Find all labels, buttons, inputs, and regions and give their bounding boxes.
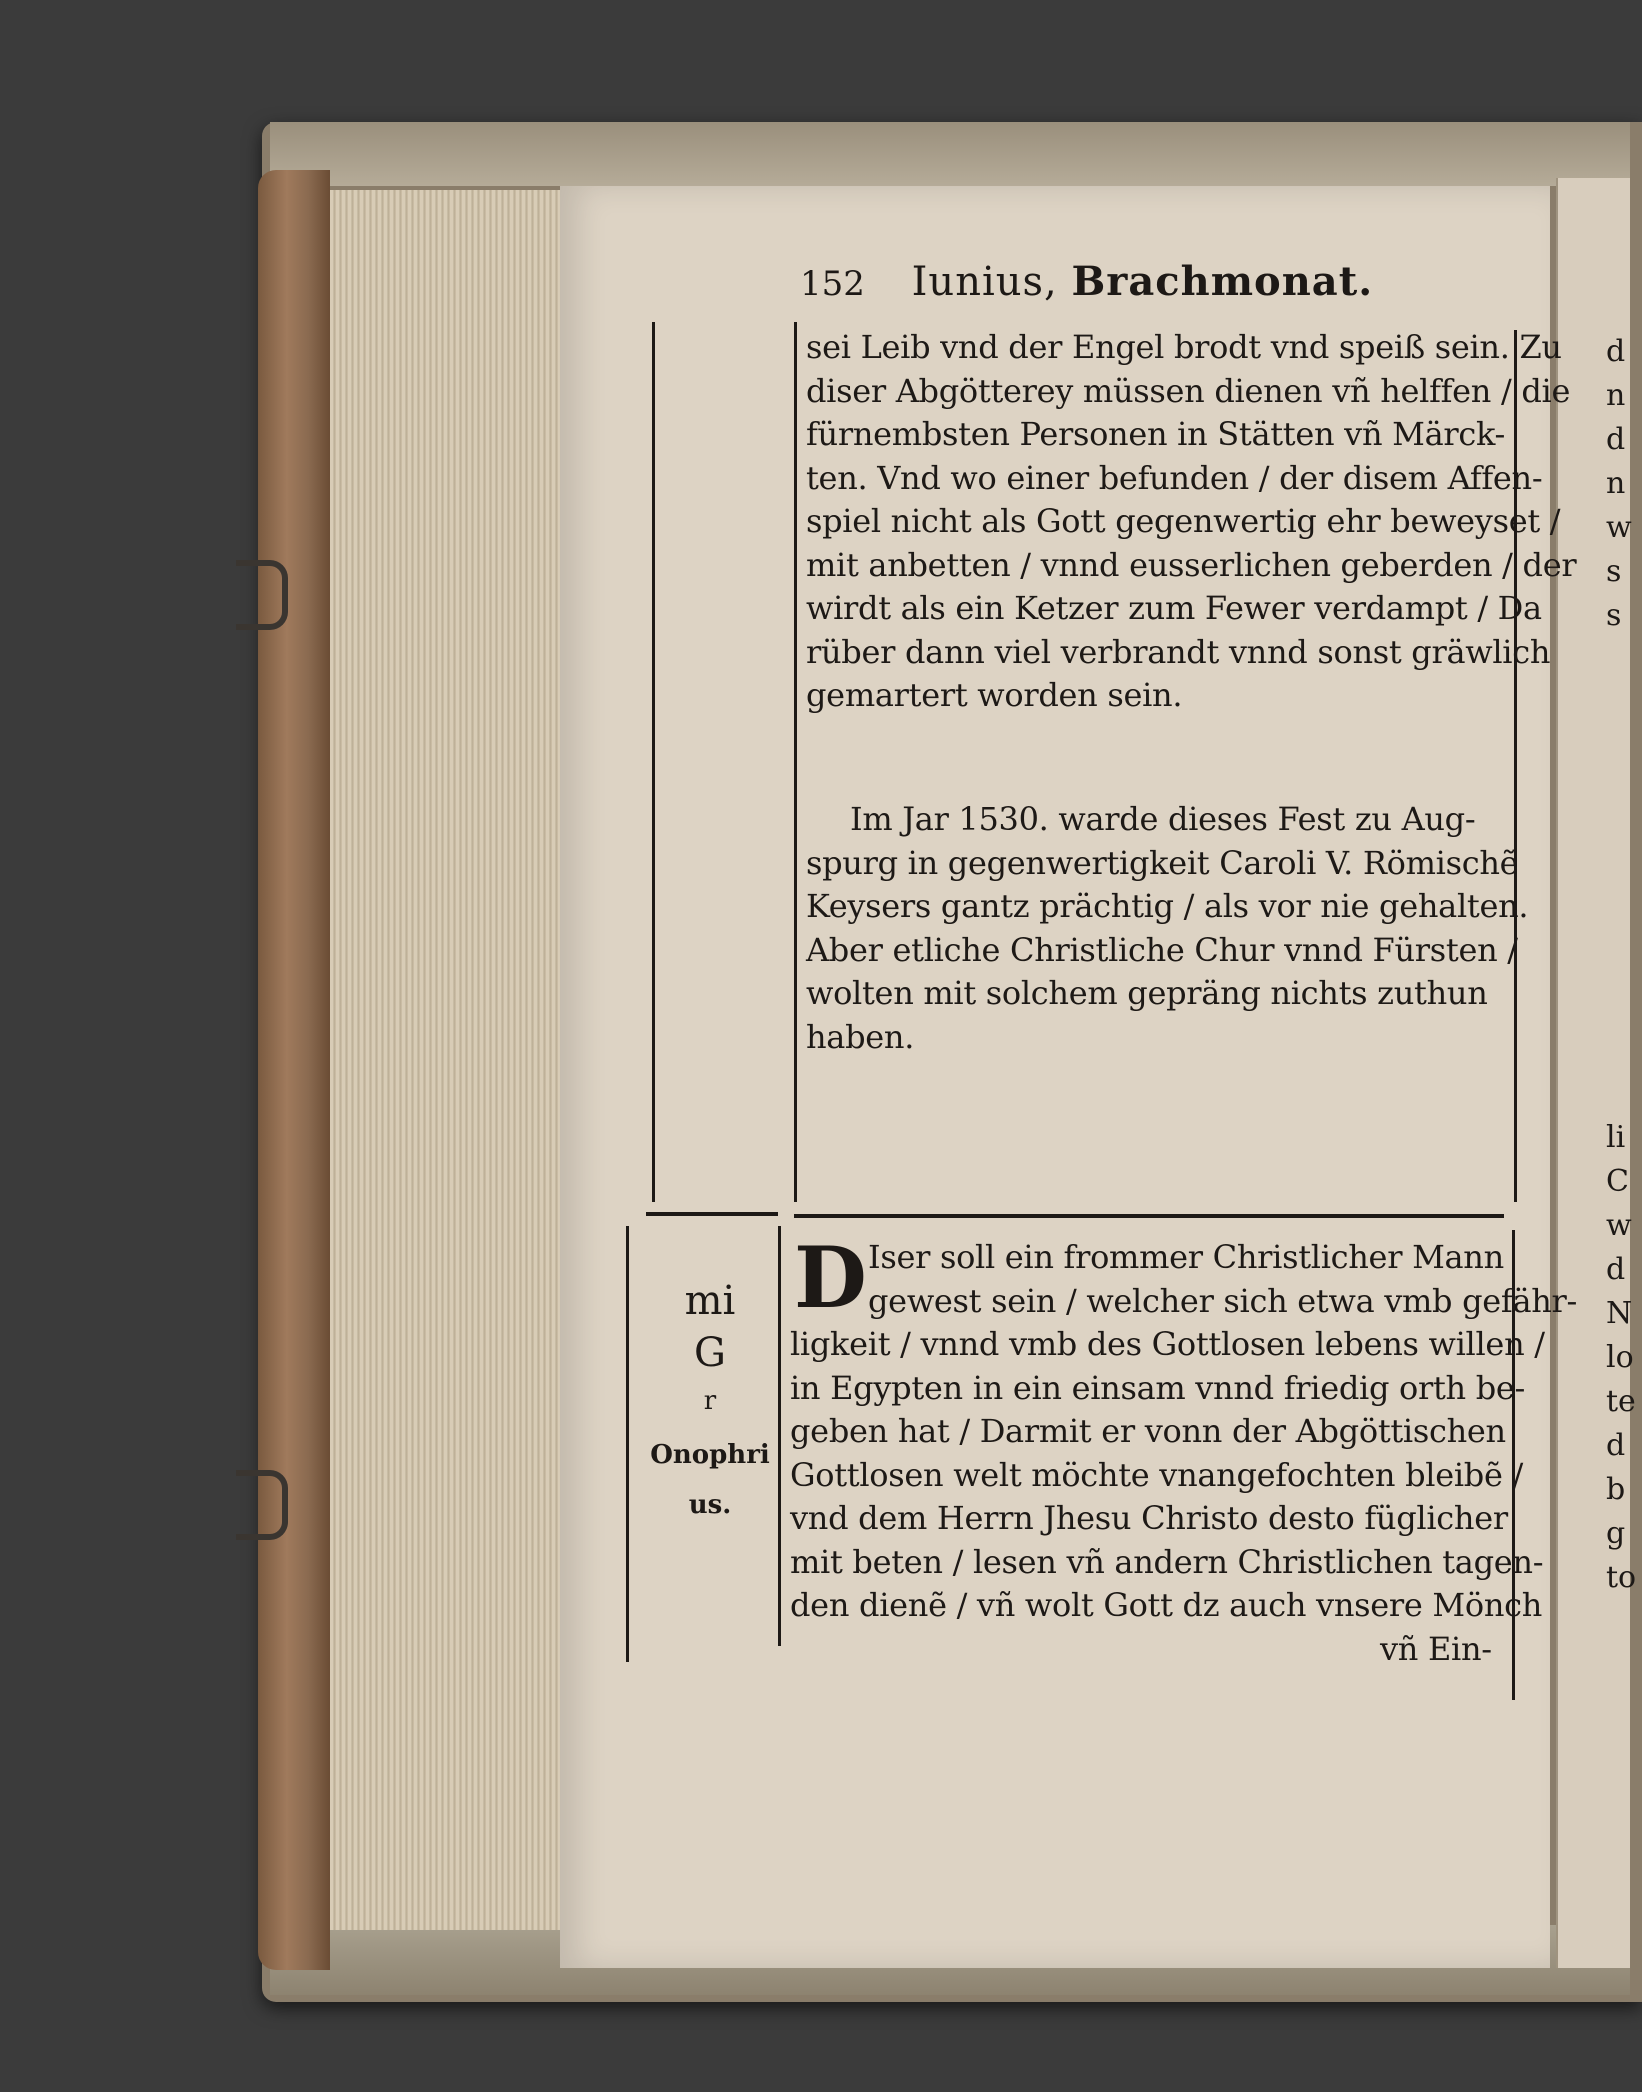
book-cover-top-edge (270, 122, 1630, 186)
fragment: n (1606, 378, 1626, 413)
fragment: d (1606, 334, 1626, 369)
fragment: b (1606, 1472, 1626, 1507)
text-line: wolten mit solchem gepräng nichts zuthun (806, 974, 1488, 1012)
text-line: sei Leib vnd der Engel brodt vnd speiß sein. Zu (806, 328, 1562, 366)
section-divider (794, 1214, 1504, 1218)
paragraph-augsburg (806, 798, 1528, 1059)
paragraph-continued (806, 326, 1576, 718)
fragment: s (1606, 598, 1622, 633)
text-line: wirdt als ein Ketzer zum Fewer verdampt / Da (806, 589, 1542, 627)
text-line: in Egypten in ein einsam vnnd friedig orth be- (790, 1368, 1526, 1407)
margin-divider (646, 1212, 778, 1216)
text-line: Keysers gantz prächtig / als vor nie gehalten. (806, 887, 1529, 925)
text-line: Aber etliche Christliche Chur vnnd Fürsten / (806, 930, 1518, 969)
text-line: mit beten / lesen vñ andern Christlichen tagen- (790, 1542, 1544, 1581)
text-line: mit anbetten / vnnd eusserlichen geberden / der (806, 545, 1577, 584)
fragment: C (1606, 1164, 1629, 1199)
text-line: spurg in gegenwertigkeit Caroli V. Römischẽ (806, 843, 1519, 882)
fragment: to (1606, 1560, 1637, 1595)
paragraph-onophrius (790, 1323, 1545, 1628)
text-line: Im Jar 1530. warde dieses Fest zu Aug- (850, 800, 1476, 838)
margin-note-line: mi (684, 1278, 736, 1324)
text-rule-left (794, 322, 797, 1202)
fragment: N (1606, 1296, 1633, 1331)
upper-clasp-icon (236, 560, 288, 630)
text-line: rüber dann viel verbrandt vnnd sonst gräwlich (806, 632, 1551, 671)
fragment: d (1606, 1428, 1626, 1463)
text-line: fürnembsten Personen in Stätten vñ Märck- (806, 415, 1506, 453)
margin-rule-left (652, 322, 655, 1202)
fragment: d (1606, 1252, 1626, 1287)
fragment: d (1606, 422, 1626, 457)
text-line: Iser soll ein frommer Christlicher Mann (868, 1238, 1504, 1276)
fragment: lo (1606, 1340, 1634, 1375)
paragraph-onophrius-opening (868, 1236, 1577, 1323)
lower-clasp-icon (236, 1470, 288, 1540)
margin-note-saint-name: Onophri (650, 1440, 770, 1470)
right-page-text-fragments (1606, 330, 1632, 638)
text-line: vnd dem Herrn Jhesu Christo desto füglicher (790, 1499, 1508, 1537)
text-line: ligkeit / vnnd vmb des Gottlosen lebens willen / (790, 1325, 1545, 1363)
margin-note-saint-name-end: us. (688, 1490, 732, 1520)
fragment: te (1606, 1384, 1636, 1419)
fragment: g (1606, 1516, 1626, 1551)
running-title-german-month: Brachmonat. (1071, 258, 1374, 305)
fragment: n (1606, 466, 1626, 501)
fragment: w (1606, 510, 1632, 545)
text-line: diser Abgötterey müssen dienen vñ helffen / die (806, 371, 1571, 410)
margin-rule-lower (626, 1226, 629, 1662)
drop-cap-initial: D (794, 1228, 867, 1327)
text-line: gemartert worden sein. (806, 676, 1183, 714)
right-page-text-fragments-lower (1606, 1116, 1636, 1600)
text-line: spiel nicht als Gott gegenwertig ehr beweyset / (806, 502, 1561, 540)
text-line: den dienẽ / vñ wolt Gott dz auch vnsere Mönch (790, 1586, 1543, 1624)
text-line: haben. (806, 1017, 915, 1056)
fragment: s (1606, 554, 1622, 589)
running-title (912, 259, 1374, 305)
running-title-month: Iunius, (911, 259, 1058, 305)
fragment: w (1606, 1208, 1632, 1243)
text-line: gewest sein / welcher sich etwa vmb gefähr- (868, 1281, 1578, 1320)
book-cover-spine (258, 170, 330, 1970)
page-edges (330, 190, 562, 1930)
text-line: geben hat / Darmit er vonn der Abgöttischen (790, 1412, 1506, 1450)
margin-note-line: r (703, 1386, 717, 1416)
margin-note-line: G (694, 1330, 726, 1376)
text-line: Gottlosen welt möchte vnangefochten bleibẽ / (790, 1455, 1523, 1494)
catchword: vñ Ein- (1380, 1630, 1492, 1668)
fragment: li (1606, 1120, 1626, 1155)
page-header (800, 258, 1373, 305)
page-number: 152 (800, 264, 865, 304)
text-line: ten. Vnd wo einer befunden / der disem Affen- (806, 458, 1543, 497)
